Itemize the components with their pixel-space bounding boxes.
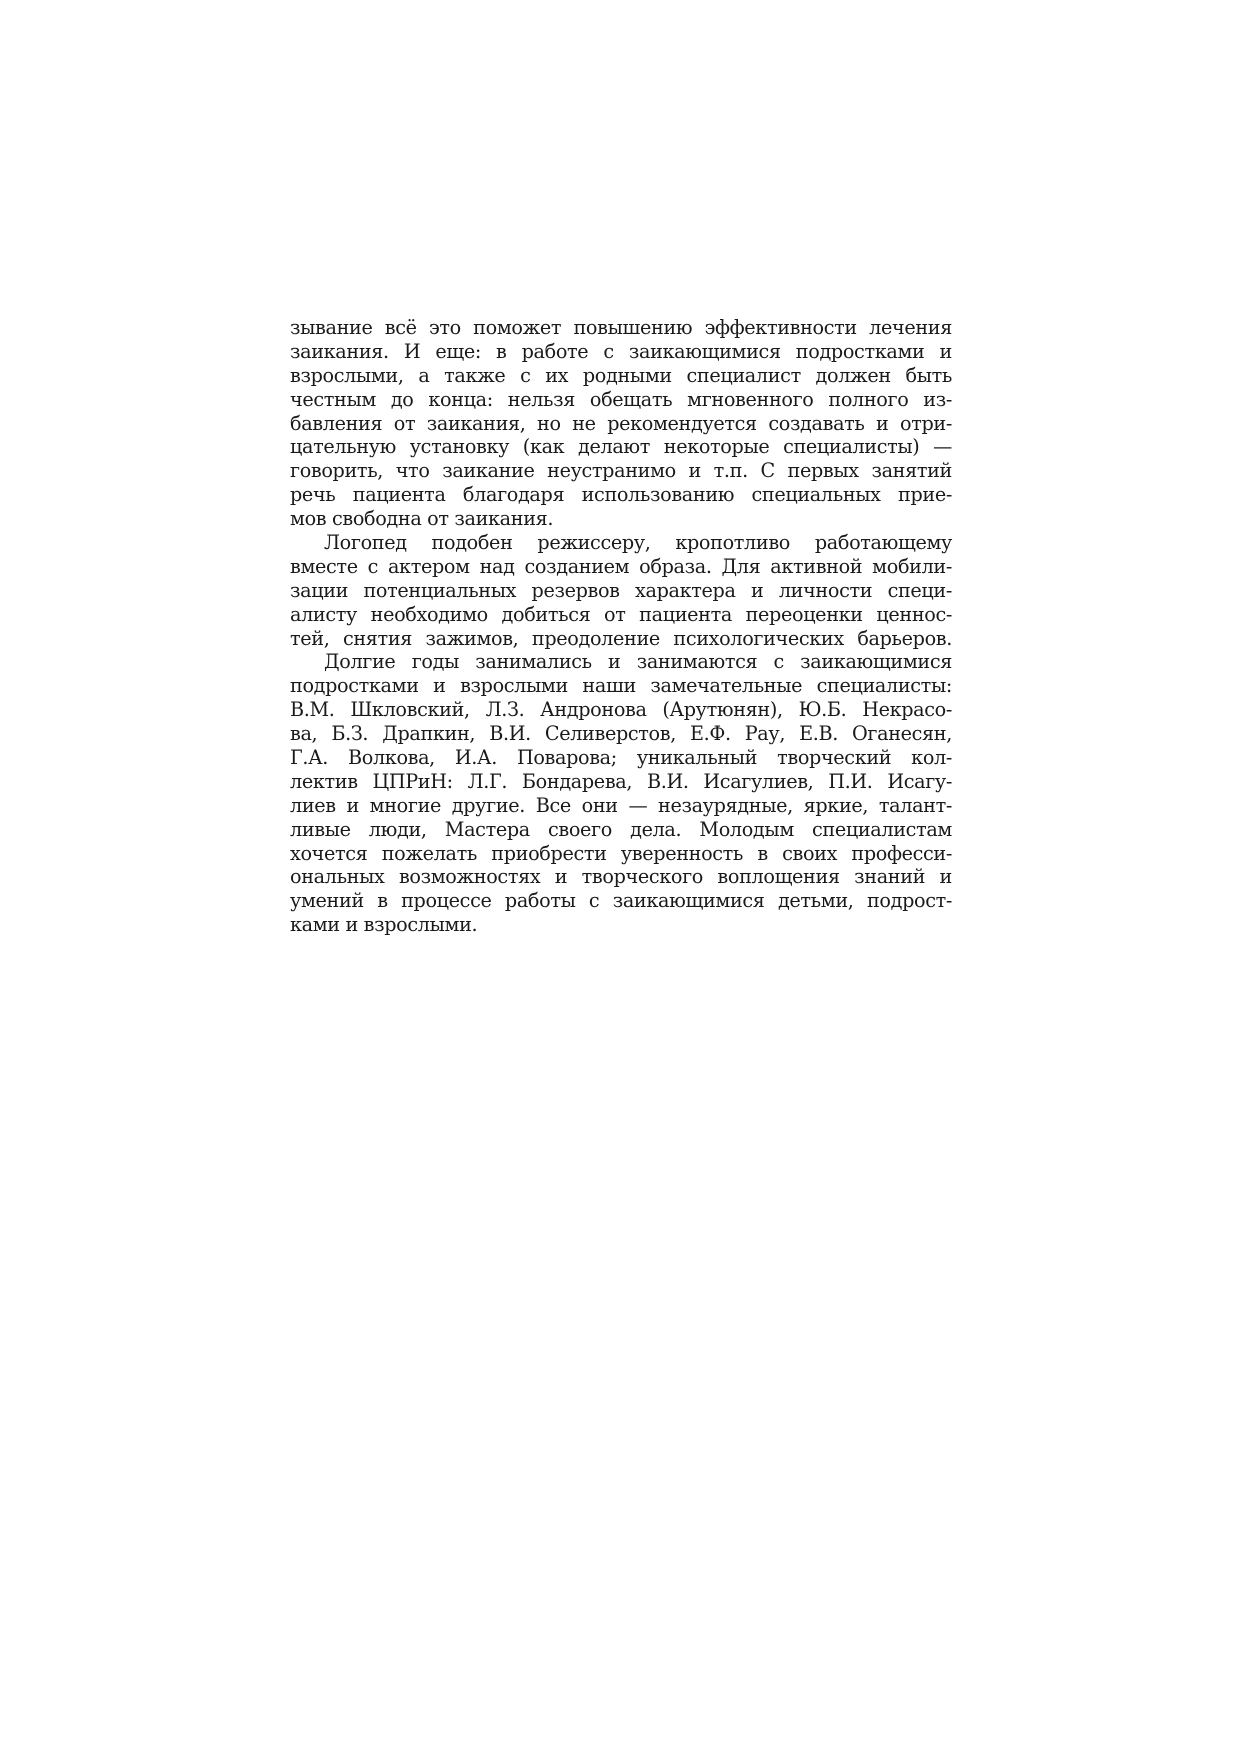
text-line: вместе с актером над созданием образа. Для активной мобили- (290, 554, 952, 578)
text-line: зации потенциальных резервов характера и личности специ- (290, 578, 952, 602)
text-line: ональных возможностях и творческого воплощения знаний и (290, 865, 952, 889)
paragraph-2 (290, 531, 952, 650)
text-line: Логопед подобен режиссеру, кропотливо работающему (324, 531, 952, 555)
text-line: тей, снятия зажимов, преодоление психологических барьеров. (290, 626, 952, 650)
text-line: мов свободна от заикания. (290, 507, 554, 531)
text-line: алисту необходимо добиться от пациента переоценки ценнос- (290, 602, 952, 626)
text-line: зывание всё это поможет повышению эффективности лечения (290, 316, 952, 339)
paragraph-1 (290, 316, 952, 531)
text-line: лектив ЦПРиН: Л.Г. Бондарева, В.И. Исагулиев, П.И. Исагу- (290, 769, 952, 793)
text-line: взрослыми, а также с их родными специалист должен быть (290, 363, 952, 387)
text-line: ливые люди, Мастера своего дела. Молодым специалистам (290, 817, 952, 841)
paragraph-3 (290, 650, 952, 937)
text-line: Г.А. Волкова, И.А. Поварова; уникальный творческий кол- (290, 746, 952, 770)
text-line: лиев и многие другие. Все они — незаурядные, яркие, талант- (290, 793, 952, 817)
text-line: умений в процессе работы с заикающимися детьми, подрост- (290, 889, 952, 913)
text-line: говорить, что заикание неустранимо и т.п. С первых занятий (290, 459, 952, 483)
text-line: ва, Б.З. Драпкин, В.И. Селиверстов, Е.Ф. Рау, Е.В. Оганесян, (290, 722, 952, 746)
body-text (290, 316, 952, 937)
text-line: честным до конца: нельзя обещать мгновенного полного из- (290, 387, 952, 411)
text-line: хочется пожелать приобрести уверенность в своих професси- (290, 841, 952, 865)
text-line: речь пациента благодаря использованию специальных прие- (290, 483, 952, 507)
text-line: подростками и взрослыми наши замечательные специалисты: (290, 674, 952, 698)
text-line: В.М. Шкловский, Л.З. Андронова (Арутюнян), Ю.Б. Некрасо- (290, 698, 952, 722)
text-line: цательную установку (как делают некоторые специалисты) — (290, 435, 952, 459)
text-line: заикания. И еще: в работе с заикающимися подростками и (290, 339, 952, 363)
text-line: бавления от заикания, но не рекомендуется создавать и отри- (290, 411, 952, 435)
text-line: Долгие годы занимались и занимаются с заикающимися (324, 650, 952, 674)
text-line: ками и взрослыми. (290, 913, 478, 937)
